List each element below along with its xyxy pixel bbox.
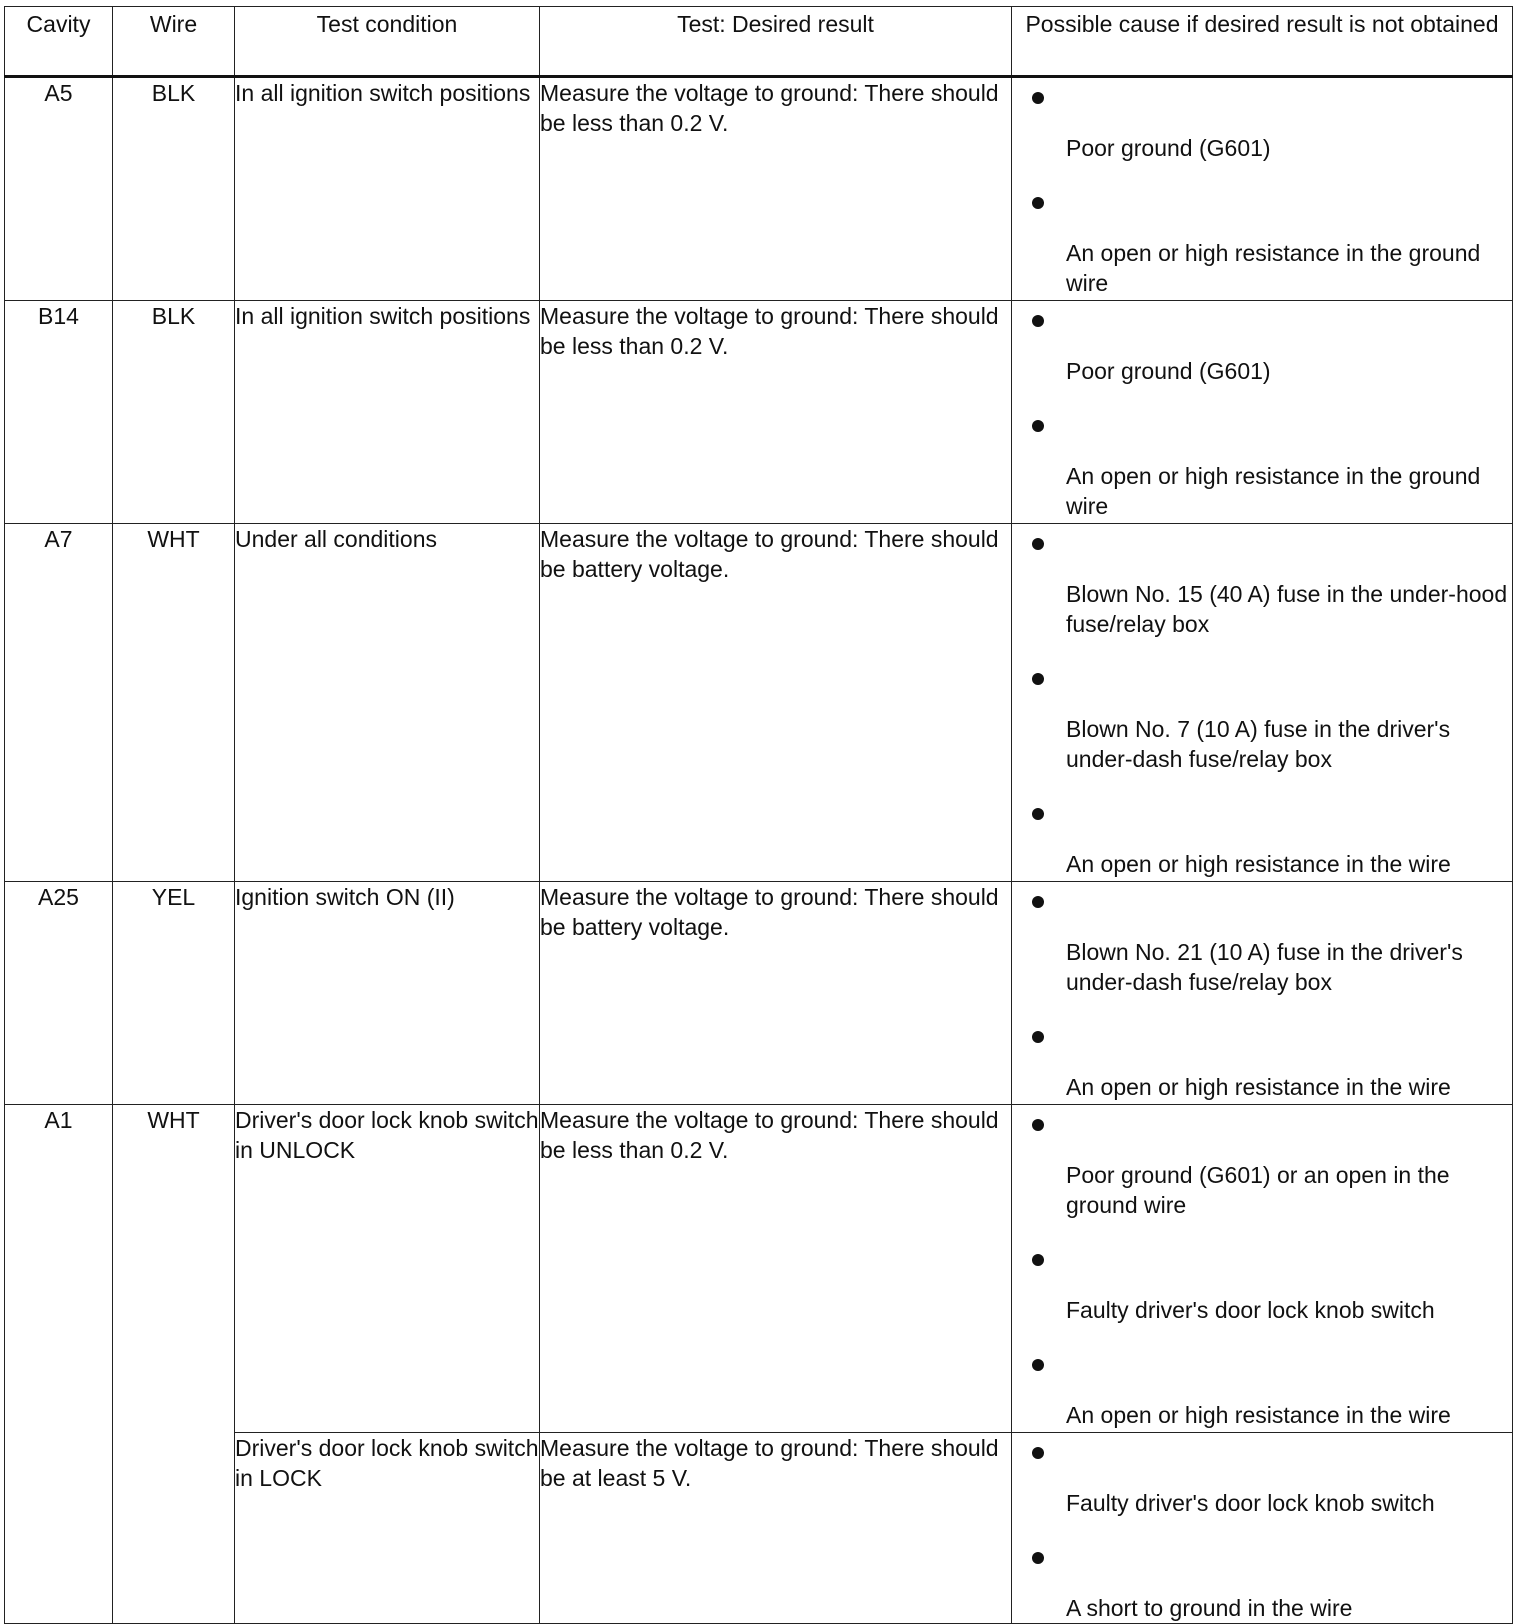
cause-text: Faulty driver's door lock knob switch [1066,1490,1435,1516]
cause-text: An open or high resistance in the wire [1066,1074,1451,1100]
cause-item [1012,794,1512,879]
desired-result-cell: Measure the voltage to ground: There should be at least 5 V. [540,1433,1012,1624]
header-test-condition: Test condition [235,7,540,77]
cause-list [1012,1105,1512,1430]
bullet-icon [1032,1254,1044,1266]
cause-item [1012,1105,1512,1240]
cause-item [1012,882,1512,1017]
cause-item [1012,524,1512,659]
header-desired-result: Test: Desired result [540,7,1012,77]
cause-text: Poor ground (G601) [1066,358,1271,384]
desired-result-cell: Measure the voltage to ground: There should be battery voltage. [540,524,1012,882]
cause-item [1012,1017,1512,1102]
bullet-icon [1032,673,1044,685]
cavity-cell: A25 [5,882,113,1105]
connector-test-table [4,6,1513,1624]
bullet-icon [1032,92,1044,104]
cause-item [1012,301,1512,406]
cause-text: An open or high resistance in the ground wire [1066,240,1481,296]
table-row [5,1105,1513,1433]
bullet-icon [1032,420,1044,432]
cause-text: Poor ground (G601) or an open in the ground wire [1066,1162,1450,1218]
desired-result-cell: Measure the voltage to ground: There should be less than 0.2 V. [540,77,1012,301]
wire-cell: BLK [113,301,235,524]
header-row [5,7,1513,77]
bullet-icon [1032,896,1044,908]
wire-cell: YEL [113,882,235,1105]
test-condition-cell: Ignition switch ON (II) [235,882,540,1105]
test-condition-cell: Driver's door lock knob switch in UNLOCK [235,1105,540,1433]
cause-text: Blown No. 21 (10 A) fuse in the driver's under-dash fuse/relay box [1066,939,1463,995]
cause-list [1012,78,1512,298]
bullet-icon [1032,538,1044,550]
cavity-cell: A1 [5,1105,113,1624]
cause-item [1012,1433,1512,1538]
table-row [5,301,1513,524]
wire-cell: BLK [113,77,235,301]
bullet-icon [1032,1359,1044,1371]
bullet-icon [1032,1119,1044,1131]
cause-text: Poor ground (G601) [1066,135,1271,161]
desired-result-cell: Measure the voltage to ground: There should be less than 0.2 V. [540,1105,1012,1433]
cause-item [1012,1345,1512,1430]
cause-text: An open or high resistance in the wire [1066,1402,1451,1428]
cavity-cell: A7 [5,524,113,882]
bullet-icon [1032,808,1044,820]
possible-cause-cell [1012,77,1513,301]
cause-list [1012,524,1512,879]
header-possible-cause: Possible cause if desired result is not obtained [1012,7,1513,77]
wire-cell: WHT [113,1105,235,1624]
cause-item [1012,406,1512,521]
bullet-icon [1032,1552,1044,1564]
cause-text: A short to ground in the wire [1066,1595,1353,1621]
table-row [5,524,1513,882]
bullet-icon [1032,1447,1044,1459]
header-wire: Wire [113,7,235,77]
cavity-cell: A5 [5,77,113,301]
cavity-cell: B14 [5,301,113,524]
table-row [5,882,1513,1105]
cause-text: An open or high resistance in the ground wire [1066,463,1481,519]
cause-list [1012,1433,1512,1623]
bullet-icon [1032,315,1044,327]
cause-item [1012,183,1512,298]
header-cavity: Cavity [5,7,113,77]
cause-text: Faulty driver's door lock knob switch [1066,1297,1435,1323]
possible-cause-cell [1012,1433,1513,1624]
cause-text: Blown No. 7 (10 A) fuse in the driver's under-dash fuse/relay box [1066,716,1451,772]
cause-item [1012,78,1512,183]
desired-result-cell: Measure the voltage to ground: There should be less than 0.2 V. [540,301,1012,524]
test-condition-cell: In all ignition switch positions [235,301,540,524]
cause-item [1012,1538,1512,1623]
test-condition-cell: Under all conditions [235,524,540,882]
cause-item [1012,1240,1512,1345]
test-condition-cell: In all ignition switch positions [235,77,540,301]
possible-cause-cell [1012,1105,1513,1433]
table-row [5,77,1513,301]
possible-cause-cell [1012,524,1513,882]
bullet-icon [1032,197,1044,209]
cause-list [1012,301,1512,521]
possible-cause-cell [1012,301,1513,524]
desired-result-cell: Measure the voltage to ground: There should be battery voltage. [540,882,1012,1105]
test-condition-cell: Driver's door lock knob switch in LOCK [235,1433,540,1624]
cause-text: Blown No. 15 (40 A) fuse in the under-hood fuse/relay box [1066,581,1508,637]
wire-cell: WHT [113,524,235,882]
cause-text: An open or high resistance in the wire [1066,851,1451,877]
possible-cause-cell [1012,882,1513,1105]
bullet-icon [1032,1031,1044,1043]
cause-list [1012,882,1512,1102]
cause-item [1012,659,1512,794]
